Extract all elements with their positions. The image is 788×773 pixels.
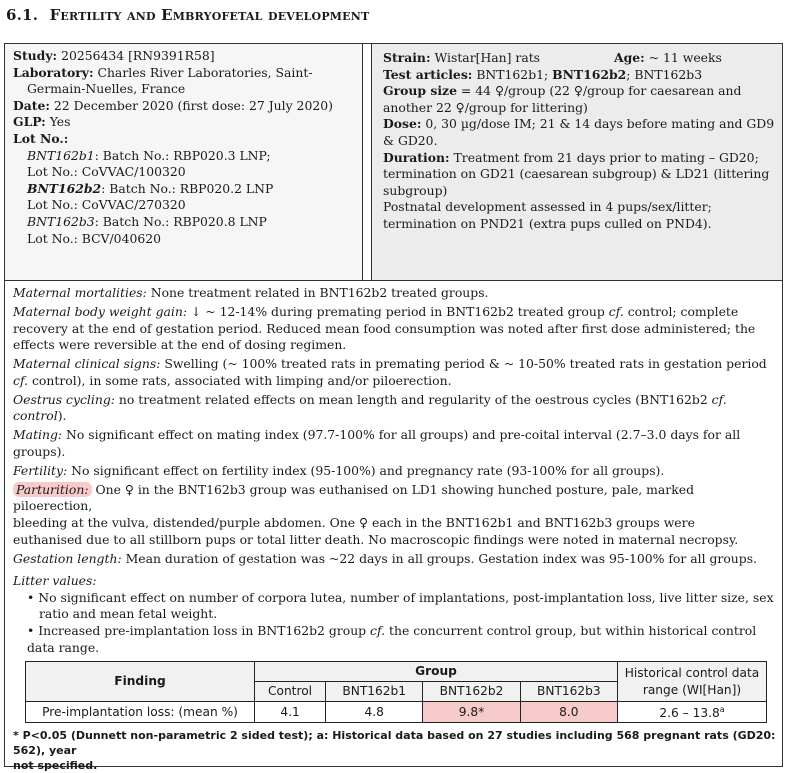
col-bnt162b1: BNT162b1 (326, 682, 423, 702)
panel-divider (363, 44, 372, 280)
value-bnt162b1: 4.8 (326, 702, 423, 723)
section-heading (6, 6, 369, 24)
finding-header: Finding (26, 662, 255, 702)
section-title: Fertility and Embryofetal development (49, 6, 370, 24)
col-control: Control (255, 682, 326, 702)
results-table (25, 661, 767, 723)
findings-section: Maternal mortalities: None treatment related in BNT162b2 treated groups. Maternal body weight gain: ↓ ~ 12-14% during premating period in BNT162b2 treated group cf. control; complete recovery at the end of gestation period. Reduced mean food consumption was noted after first dose administered; the effects were reversible at the end of dosing regimen. Maternal clinical signs: Swelling (~ 100% treated rats in premating period & ~ 10-50% treated rats in gestation period cf. control), in some rats, associated with limping and/or piloerection. Oestrus cycling: no treatment related effects on mean length and regularity of the oestrous cycles (BNT162b2 cf. control). Mating: No significant effect on mating index (97.7-100% for all groups) and pre-coital interval (2.7–3.0 days for all groups). Fertility: No significant effect on fertility index (95-100%) and pregnancy rate (93-100% for all groups). Parturition: One ♀ in the BNT162b3 group was euthanised on LD1 showing hunched posture, pale, marked piloerection, bleeding at the vulva, distended/purple abdomen. One ♀ each in the BNT162b1 and BNT162b3 groups were euthanised due to all stillborn pups or total litter death. No macroscopic findings were noted in maternal necropsy. Gestation length: Mean duration of gestation was ~22 days in all groups. Gestation index was 95-100% for all groups. Litter values: • No significant effect on number of corpora lutea, number of implantations, post-implantation loss, live litter size, sex ratio and mean fetal weight. • Increased pre-implantation loss in BNT162b2 group cf. the concurrent control group, but within historical control data range. Finding Group Historical control data range (WI[Han]) Control BNT162b1 BNT162b2 BNT162b3 Pre-implantation loss: (mean %) 4.1 4.8 9.8* 8.0 2.6 – 13.8$^a$ * P<0.05 (Dunnett non-parametric 2 sided test); a: Historical data based on 27 studies including 568 pregnant rats (GD20: 562), year not specified. (13, 285, 776, 772)
historical-value: 2.6 – 13.8$^a$ (618, 702, 767, 723)
study-box (4, 43, 783, 772)
row-label: Pre-implantation loss: (mean %) (26, 702, 255, 723)
footnote: * P<0.05 (Dunnett non-parametric 2 sided test); a: Historical data based on 27 studies including 568 pregnant rats (GD20: 562), year not specified. (13, 728, 776, 772)
col-bnt162b3: BNT162b3 (520, 682, 617, 702)
historical-header: Historical control data range (WI[Han]) (618, 662, 767, 702)
design-panel: Strain: Wistar[Han] rats Age: ~ 11 weeks Test articles: BNT162b1; BNT162b2; BNT162b3 Group size = 44 ♀/group (22 ♀/group for caesarean and another 22 ♀/group for littering) Dose: 0, 30 µg/dose IM; 21 & 14 days before mating and GD9 & GD20. Duration: Treatment from 21 days prior to mating – GD20; termination on GD21 (caesarean subgroup) & LD21 (littering subgroup) Postnatal development assessed in 4 pups/sex/litter; termination on PND21 (extra pups culled on PND4). (372, 44, 782, 280)
parturition-highlight: Parturition: (13, 482, 92, 497)
value-bnt162b2: 9.8* (423, 702, 520, 723)
study-header (5, 44, 782, 281)
study-info-panel: Study: 20256434 [RN9391R58] Laboratory: Charles River Laboratories, Saint- Germain-Nuelles, France Date: 22 December 2020 (first dose: 27 July 2020) GLP: Yes Lot No.: BNT162b1: Batch No.: RBP020.3 LNP; Lot No.: CoVVAC/100320 BNT162b2: Batch No.: RBP020.2 LNP Lot No.: CoVVAC/270320 BNT162b3: Batch No.: RBP020.8 LNP Lot No.: BCV/040620 (5, 44, 363, 280)
section-number: 6.1. (6, 6, 39, 24)
value-bnt162b3: 8.0 (520, 702, 617, 723)
col-bnt162b2: BNT162b2 (423, 682, 520, 702)
value-control: 4.1 (255, 702, 326, 723)
group-header: Group (255, 662, 618, 682)
